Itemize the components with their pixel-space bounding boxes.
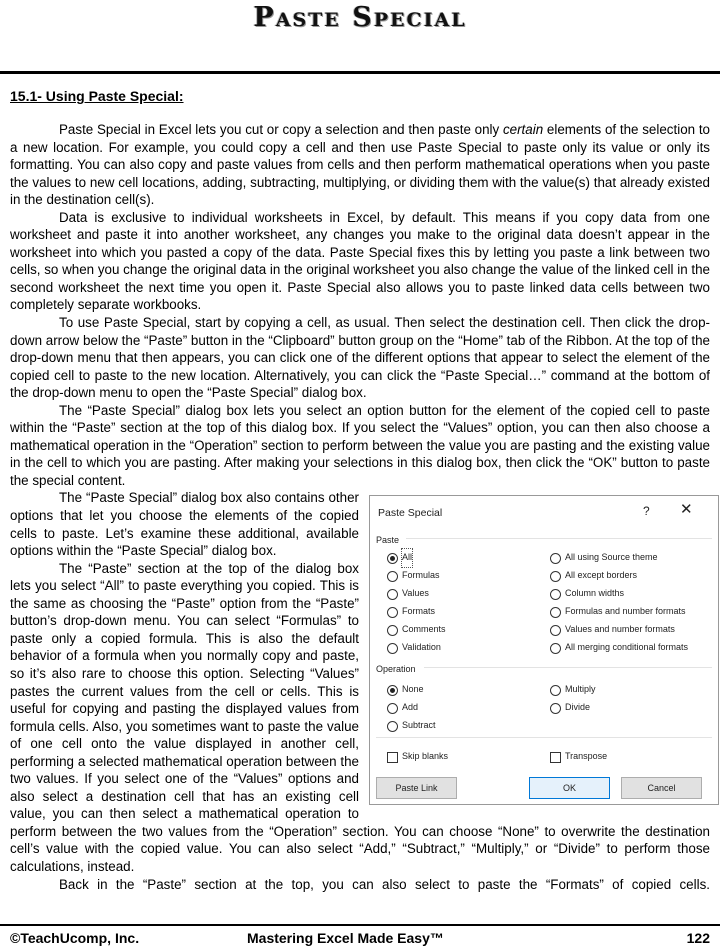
footer-copyright: ©TeachUcomp, Inc. xyxy=(10,930,140,946)
radio-icon xyxy=(550,625,561,636)
operation-section-label: Operation xyxy=(376,664,416,675)
ok-button[interactable]: OK xyxy=(529,777,610,799)
radio-multiply[interactable] xyxy=(550,681,596,699)
radio-divide[interactable] xyxy=(550,699,590,717)
radio-none[interactable] xyxy=(387,681,424,699)
page-title: Paste Special xyxy=(253,2,467,33)
radio-icon xyxy=(550,703,561,714)
divider xyxy=(406,538,712,539)
radio-icon xyxy=(387,721,398,732)
close-button[interactable]: ✕ xyxy=(680,501,693,519)
transpose-checkbox[interactable] xyxy=(550,748,607,766)
paragraph: The “Paste” section at the top of the dialog box lets you select “All” to paste everything you copied. This is the same as choosing the “Paste” option from the “Paste” button’s drop-down menu. You can select “Formulas” to paste only a copied formula. This is also the default behavior of a formula when you normally copy and paste, so it’s also rare to choose this option. Selecting “Values” pastes the current values from the cell or cells. This is useful for copying and pasting the displayed values from formula cells. Also, you sometimes want to paste the value of one cell onto the value displayed in another cell, performing a selected mathematical operation between the two values. If you select one of the “Values” options and also select a destination cell that has an existing cell value, you can then select a mathematical operation to perform between the two values from the “Operation” section. You can choose “None” to overwrite the destination cell’s value with the copied value. You can also select “Add,” “Subtract,” “Multiply,” or “Divide” to perform those calculations, instead. xyxy=(10,560,710,874)
paste-link-button[interactable]: Paste Link xyxy=(376,777,457,799)
radio-validation[interactable] xyxy=(387,639,441,657)
paste-special-dialog xyxy=(369,495,719,805)
paste-section-label: Paste xyxy=(376,535,400,546)
radio-icon xyxy=(387,703,398,714)
divider xyxy=(376,737,712,738)
label: Formats xyxy=(402,606,436,617)
radio-icon xyxy=(550,589,561,600)
paragraph: The “Paste Special” dialog box also contains other options that let you choose the elements of the copied cells to paste. Let’s examine these additional, available options within the “Paste Special” dialog box. xyxy=(10,490,359,559)
checkbox-icon xyxy=(387,752,398,763)
page-number: 122 xyxy=(686,930,710,946)
label: All xyxy=(402,549,412,567)
paragraph xyxy=(10,121,710,209)
paragraph: Data is exclusive to individual worksheets in Excel, by default. This means if you copy data from one worksheet and paste it into another worksheet, any changes you make to the original data doesn’t appear in the worksheet into which you pasted a copy of the data. Paste Special fixes this by letting you paste a link between two cells, so when you change the original data in the original worksheet you also change the value of the linked cell in the second worksheet the next time you open it. Paste Special also allows you to paste linked data cells between two completely separate workbooks. xyxy=(10,209,710,313)
label: Comments xyxy=(402,624,446,635)
radio-icon xyxy=(387,643,398,654)
radio-formulas-number-formats[interactable] xyxy=(550,603,686,621)
radio-icon xyxy=(387,589,398,600)
radio-formulas[interactable] xyxy=(387,567,440,585)
radio-icon xyxy=(387,553,398,564)
radio-icon xyxy=(550,571,561,582)
radio-column-widths[interactable] xyxy=(550,585,624,603)
text: elements of the selection to a new location. For example, you could copy a cell and then use Paste Special to paste only its value or only its formatting. You can also copy and paste values from cells and then perform mathematical operations when you paste the values to new cell locations, adding, subtracting, multiplying, or dividing them with the value(s) that already existed in the destination cell(s). xyxy=(10,122,710,208)
label: Formulas xyxy=(402,570,440,581)
paragraph: The “Paste Special” dialog box lets you select an option button for the element of the copied cell to paste within the “Paste” section at the top of this dialog box. If you select the “Values” option, you can then also choose a mathematical operation in the “Operation” section to perform between the value you are pasting and the existing value in the cell to which you are pasting. After making your selections in this dialog box, then click the “OK” button to paste the special content. xyxy=(10,402,710,488)
radio-all-source-theme[interactable] xyxy=(550,549,658,567)
text: Paste Special in Excel lets you cut or copy a selection and then paste only xyxy=(59,122,503,137)
radio-add[interactable] xyxy=(387,699,418,717)
radio-all-except-borders[interactable] xyxy=(550,567,637,585)
body-text xyxy=(10,121,710,893)
radio-icon xyxy=(550,607,561,618)
footer-rule xyxy=(0,924,720,926)
footer-book-title: Mastering Excel Made Easy™ xyxy=(247,930,444,946)
label: All except borders xyxy=(565,570,638,581)
label: Values and number formats xyxy=(565,624,675,635)
label: All merging conditional formats xyxy=(565,642,689,653)
paragraph: Back in the “Paste” section at the top, you can also select to paste the “Formats” of copied cells. xyxy=(59,876,710,892)
header-rule xyxy=(0,71,720,74)
label: Values xyxy=(402,588,429,599)
radio-icon xyxy=(387,625,398,636)
label: Add xyxy=(402,702,419,713)
label: Column widths xyxy=(565,588,625,599)
radio-icon xyxy=(550,685,561,696)
radio-values-number-formats[interactable] xyxy=(550,621,675,639)
label: Validation xyxy=(402,642,441,653)
radio-all-merging-conditional[interactable] xyxy=(550,639,688,657)
cancel-button[interactable]: Cancel xyxy=(621,777,702,799)
paragraph: To use Paste Special, start by copying a cell, as usual. Then select the destination cell. Then click the drop-down arrow below the “Paste” button in the “Clipboard” button group on the “Home” tab of the Ribbon. At the top of the drop-down menu that then appears, you can click one of the different options that appear to select the element of the copied cell to paste to the new location. Alternatively, you can click the “Paste Special…” command at the bottom of the drop-down menu to open the “Paste Special” dialog box. xyxy=(10,315,710,401)
divider xyxy=(424,667,712,668)
radio-icon xyxy=(387,685,398,696)
label: None xyxy=(402,684,424,695)
label: All using Source theme xyxy=(565,552,658,563)
radio-comments[interactable] xyxy=(387,621,446,639)
radio-icon xyxy=(387,607,398,618)
label: Multiply xyxy=(565,684,596,695)
skip-blanks-checkbox[interactable] xyxy=(387,748,448,766)
checkbox-icon xyxy=(550,752,561,763)
help-button[interactable]: ? xyxy=(643,504,650,519)
label: Divide xyxy=(565,702,591,713)
dialog-title: Paste Special xyxy=(378,507,443,520)
radio-icon xyxy=(550,643,561,654)
radio-icon xyxy=(387,571,398,582)
label: Subtract xyxy=(402,720,436,731)
label: Transpose xyxy=(565,751,608,762)
italic-text: certain xyxy=(502,122,544,137)
label: Skip blanks xyxy=(402,751,449,762)
radio-formats[interactable] xyxy=(387,603,435,621)
radio-subtract[interactable] xyxy=(387,717,436,735)
radio-all[interactable] xyxy=(387,549,412,567)
section-heading: 15.1- Using Paste Special: xyxy=(10,88,184,104)
radio-icon xyxy=(550,553,561,564)
radio-values[interactable] xyxy=(387,585,429,603)
label: Formulas and number formats xyxy=(565,606,686,617)
